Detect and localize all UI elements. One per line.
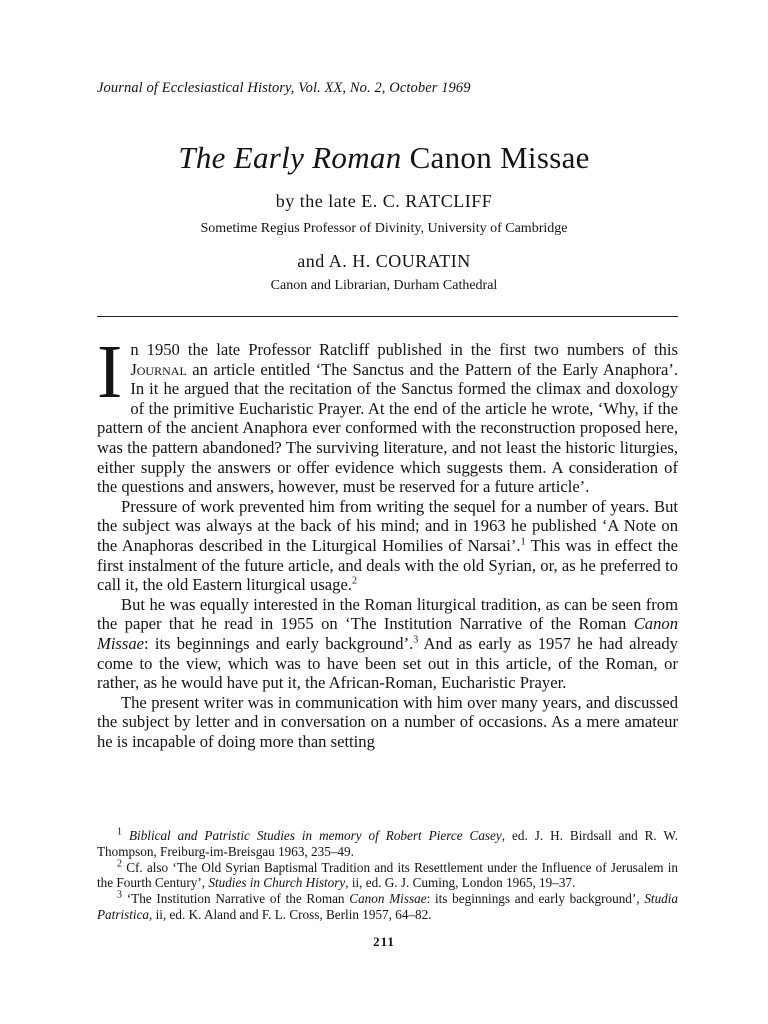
author2-byline: and A. H. COURATIN [297,251,471,271]
fn2-text-a: Cf. also ‘The Old Syrian Baptismal Tradition and its Resettlement under the Influence of Jerusalem in the Fourth Century’, [97,859,679,891]
p2-text-a: Pressure of work prevented him from writing the sequel for a number of years. But the subject was always at the back of his mind; and in 1963 he published ‘A Note on the Anaphoras described in the Liturgical Homilies of Narsai’. [97,496,678,555]
footnote-3 [97,891,678,923]
p3-text-c: And as early as 1957 he had already come to the view, which was to have been set out in this article, of the Roman, or rather, as he would have put it, the African-Roman, Eucharistic Prayer. [97,633,678,693]
footnote-ref-2: 2 [351,575,357,587]
fn3-italic-a: Canon Missae [349,891,427,907]
title-roman-part: Canon Missae [409,140,590,175]
fn3-italic-b: Studia Patristica [97,891,679,922]
drop-cap: I [97,330,123,414]
footnote-1 [97,828,678,860]
p3-text-b: : its beginnings and early background’. [144,633,414,653]
footnote-mark-3: 3 [117,889,122,901]
fn1-text: , ed. J. H. Birdsall and R. W. Thompson, Freiburg-im-Breisgau 1963, 235–49. [97,828,678,859]
footnote-ref-1: 1 [520,536,526,548]
paragraph-3 [97,595,678,693]
p1-text-a: n 1950 the late Professor Ratcliff published in the first two numbers of this [130,340,678,359]
fn2-text-b: , ii, ed. G. J. Cuming, London 1965, 19–37. [345,875,576,891]
footnotes [97,828,678,923]
p1-text-b: an article entitled ‘The Sanctus and the Pattern of the Early Anaphora’. In it he argued that the recitation of the Sanctus formed the climax and doxology of the primitive Eucharistic Prayer. At the end of the article he wrote, ‘Why, if the pattern of the ancient Anaphora ever conformed with the reconstruction proposed here, was the pattern abandoned? The surviving literature, and not least the historic liturgies, either supply the answers or offer evidence which suggests them. A consideration of the questions and answers, however, must be reserved for a future article’. [97,359,678,497]
article-title [0,140,768,176]
fn2-italic: Studies in Church History [208,875,346,891]
footnote-mark-2: 2 [117,858,122,870]
fn3-text-c: , ii, ed. K. Aland and F. L. Cross, Berlin 1957, 64–82. [149,906,432,922]
footnote-2 [97,860,678,892]
author1-affiliation: Sometime Regius Professor of Divinity, University of Cambridge [200,221,568,236]
author1-byline: by the late E. C. RATCLIFF [275,191,493,211]
fn1-italic: Biblical and Patristic Studies in memory of Robert Pierce Casey [128,828,502,843]
p3-italic: Canon Missae [97,614,678,653]
page-number: 211 [373,934,395,949]
fn3-text-a: ‘The Institution Narrative of the Roman [126,891,350,907]
title-rule [97,316,678,317]
p3-text-a: But he was equally interested in the Roman liturgical tradition, as can be seen from the paper that he read in 1955 on ‘The Institution Narrative of the Roman [97,594,678,634]
author2-affiliation: Canon and Librarian, Durham Cathedral [270,278,498,293]
p4-text: The present writer was in communication with him over many years, and discussed the subject by letter and in conversation on a number of occasions. As a mere amateur he is incapable of doing more than setting [97,692,678,751]
article-body [97,330,678,751]
footnote-mark-1: 1 [117,826,122,838]
paragraph-2 [97,497,678,595]
title-italic-part: The Early Roman [178,140,402,175]
footnote-ref-3: 3 [413,634,419,646]
running-head: Journal of Ecclesiastical History, Vol. XX, No. 2, October 1969 [97,80,471,96]
journal-small-caps: Journal [130,359,187,379]
paragraph-4 [97,693,678,752]
p2-text-b: This was in effect the first instalment of the future article, and deals with the old Syrian, or, as he preferred to call it, the old Eastern liturgical usage. [97,535,678,595]
fn3-text-b: : its beginnings and early background’, [426,891,645,907]
paragraph-1 [97,330,678,497]
